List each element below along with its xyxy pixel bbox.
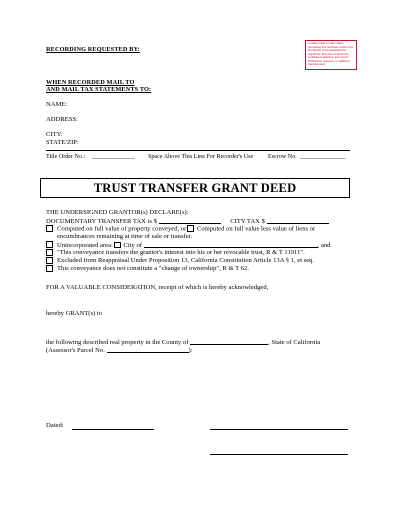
city-label: CITY:: [46, 131, 63, 138]
grantor-declare-line: THE UNDERSIGNED GRANTOR(s) DECLARE(s):: [46, 209, 189, 216]
county-text: the following described real property in the County of: [46, 339, 189, 346]
transfer-tax-label: DOCUMENTARY TRANSFER TAX is $: [46, 218, 157, 225]
signature-line-2[interactable]: [210, 454, 348, 455]
less-liens-text: Computed on full value less value of liens or: [196, 225, 316, 233]
no-change-ownership-checkbox[interactable]: [46, 265, 53, 272]
excluded-reappraisal-text: Excluded from Reappraisal Under Proposition 13, California Constitution Article 13A § 1, et seq.: [57, 257, 315, 264]
dated-label: Dated:: [46, 422, 64, 429]
full-value-checkbox[interactable]: [46, 225, 53, 232]
city-tax-label: CITY TAX $: [230, 218, 265, 225]
county-field[interactable]: [190, 338, 268, 345]
transfer-tax-field[interactable]: [159, 217, 221, 224]
city-of-field[interactable]: [144, 241, 318, 248]
parcel-line: [46, 346, 193, 355]
less-liens-checkbox[interactable]: [187, 225, 194, 232]
recorder-use-note: Space Above This Line For Recorder's Use: [148, 154, 254, 160]
parcel-label: (Assessor's Parcel No.: [46, 347, 105, 354]
title-order-blank[interactable]: ______________: [92, 154, 135, 160]
parcel-field[interactable]: [107, 346, 189, 353]
encumbrances-text: encumbrances remaining at time of sale or transfer.: [57, 233, 193, 240]
deed-title-box: [40, 178, 350, 198]
grant-to-text: hereby GRANT(s) to: [46, 310, 103, 317]
dated-field[interactable]: [72, 429, 154, 430]
name-label: NAME:: [46, 101, 68, 108]
parcel-close: ):: [188, 347, 193, 354]
escrow-label: Escrow No.: [268, 154, 297, 160]
state-of-california-text: , State of California: [268, 339, 321, 346]
state-zip-label: STATE/ZIP:: [46, 139, 79, 146]
full-value-text: Computed on full value of property conveyed, or: [57, 225, 187, 233]
excluded-reappraisal-checkbox[interactable]: [46, 257, 53, 264]
unincorporated-checkbox[interactable]: [46, 241, 53, 248]
deed-title: TRUST TRANSFER GRANT DEED: [93, 180, 297, 195]
city-of-text: City of: [123, 242, 142, 249]
escrow-blank[interactable]: _______________: [300, 154, 346, 160]
consideration-text: FOR A VALUABLE CONSIDERATION, receipt of which is hereby acknowledged,: [46, 284, 269, 291]
city-tax-field[interactable]: [267, 217, 329, 224]
recorder-divider: [46, 150, 350, 151]
when-recorded-label-line2: AND MAIL TAX STATEMENTS TO:: [46, 86, 152, 93]
no-change-ownership-text: This conveyance does not constitute a "change of ownership", R & T 62.: [57, 265, 249, 272]
recording-requested-by-label: RECORDING REQUESTED BY:: [46, 46, 140, 53]
notary-notice-box: A notary public or other officer completing this certificate verifies only the identity of the individual who signed the document to which this certificate is attached, and not the truthfulness, accuracy, or validity of that document.: [305, 40, 357, 70]
and-text: , and: [317, 242, 331, 249]
title-order-label: Title Order No.:: [46, 154, 86, 160]
signature-line-1[interactable]: [210, 429, 348, 430]
revocable-trust-checkbox[interactable]: [46, 249, 53, 256]
revocable-trust-text: "This conveyance transfers the grantor's interest into his or her revocable trust, R & T 11911".: [57, 249, 305, 256]
unincorporated-text: Unincorporated area:: [57, 242, 113, 249]
when-recorded-label-line1: WHEN RECORDED MAIL TO: [46, 79, 135, 86]
city-of-checkbox[interactable]: [114, 242, 121, 249]
address-label: ADDRESS:: [46, 116, 78, 123]
